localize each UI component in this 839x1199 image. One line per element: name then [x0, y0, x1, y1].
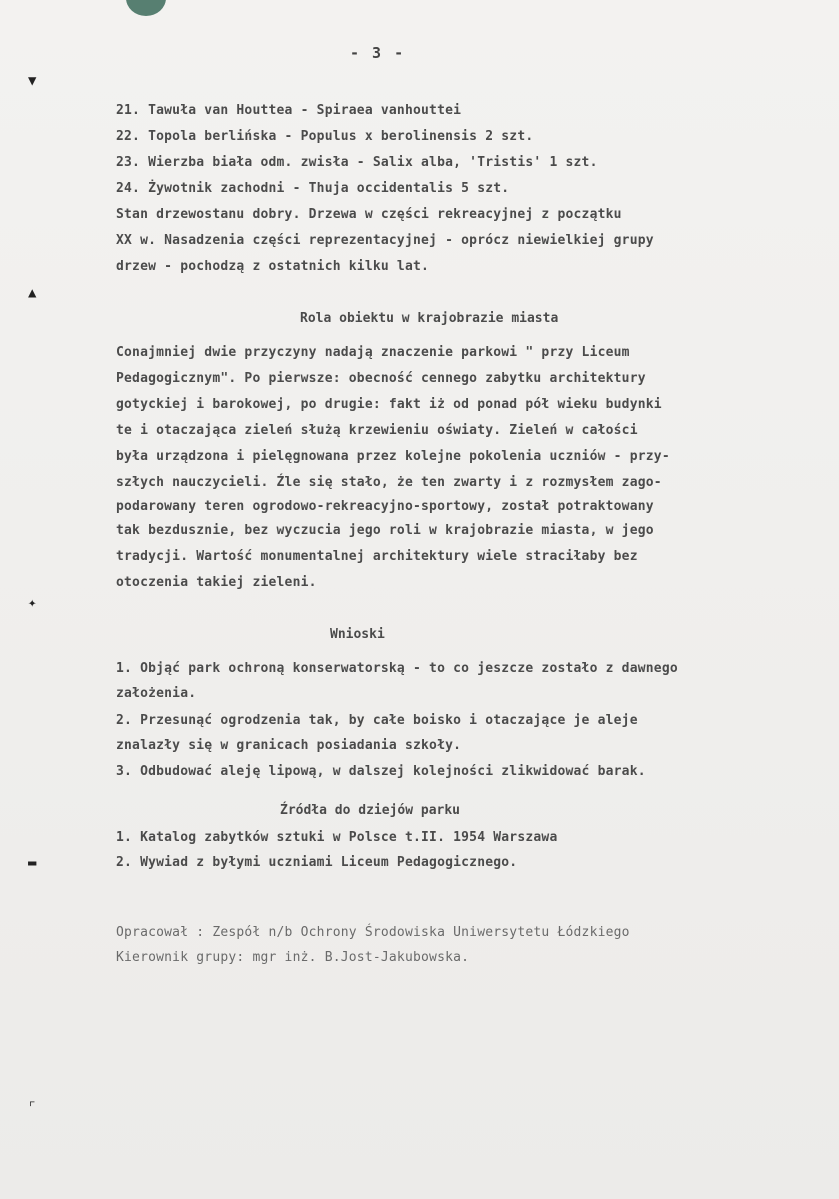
paragraph-line: tak bezdusznie, bez wyczucia jego roli w krajobrazie miasta, w jego [116, 523, 654, 538]
list-item: 2. Przesunąć ogrodzenia tak, by całe boisko i otaczające je aleje [116, 713, 638, 728]
list-item: 1. Objąć park ochroną konserwatorską - to co jeszcze zostało z dawnego [116, 661, 678, 676]
section-heading: Źródła do dziejów parku [280, 803, 461, 818]
margin-mark: ✦ [28, 595, 37, 611]
section-heading: Wnioski [330, 627, 385, 642]
section-heading: Rola obiektu w krajobrazie miasta [300, 311, 559, 326]
paragraph-line: XX w. Nasadzenia części reprezentacyjnej - oprócz niewielkiej grupy [116, 233, 654, 248]
list-item: 2. Wywiad z byłymi uczniami Liceum Pedagogicznego. [116, 855, 518, 870]
paragraph-line: otoczenia takiej zieleni. [116, 575, 317, 590]
paragraph-line: szłych nauczycieli. Źle się stało, że ten zwarty i z rozmysłem zago- [116, 475, 662, 490]
margin-mark: ▲ [28, 285, 37, 301]
page-number: - 3 - [350, 44, 406, 62]
margin-mark: ⌜ [28, 1099, 37, 1115]
list-item: 22. Topola berlińska - Populus x berolinensis 2 szt. [116, 129, 534, 144]
paragraph-line: drzew - pochodzą z ostatnich kilku lat. [116, 259, 430, 274]
paragraph-line: tradycji. Wartość monumentalnej architektury wiele straciłaby bez [116, 549, 638, 564]
paragraph-line: Conajmniej dwie przyczyny nadają znaczenie parkowi " przy Liceum [116, 345, 630, 360]
paragraph-line: gotyckiej i barokowej, po drugie: fakt iż od ponad pół wieku budynki [116, 397, 662, 412]
list-item: 24. Żywotnik zachodni - Thuja occidentalis 5 szt. [116, 181, 510, 196]
paragraph-line: była urządzona i pielęgnowana przez kolejne pokolenia uczniów - przy- [116, 449, 670, 464]
author-line: Opracował : Zespół n/b Ochrony Środowiska Uniwersytetu Łódzkiego [116, 925, 630, 940]
list-item: 3. Odbudować aleję lipową, w dalszej kolejności zlikwidować barak. [116, 764, 646, 779]
list-item: 1. Katalog zabytków sztuki w Polsce t.II. 1954 Warszawa [116, 830, 558, 845]
margin-mark: ▬ [28, 855, 37, 871]
paragraph-line: podarowany teren ogrodowo-rekreacyjno-sportowy, został potraktowany [116, 499, 654, 514]
paragraph-line: Stan drzewostanu dobry. Drzewa w części rekreacyjnej z początku [116, 207, 622, 222]
margin-mark: ▼ [28, 73, 37, 89]
list-item: 21. Tawuła van Houttea - Spiraea vanhouttei [116, 103, 462, 118]
paragraph-line: te i otaczająca zieleń służą krzewieniu oświaty. Zieleń w całości [116, 423, 638, 438]
paragraph-line: Pedagogicznym". Po pierwsze: obecność cennego zabytku architektury [116, 371, 646, 386]
list-item: założenia. [116, 686, 197, 701]
list-item: znalazły się w granicach posiadania szkoły. [116, 738, 462, 753]
list-item: 23. Wierzba biała odm. zwisła - Salix alba, 'Tristis' 1 szt. [116, 155, 598, 170]
corner-stain [126, 0, 166, 16]
author-line: Kierownik grupy: mgr inż. B.Jost-Jakubowska. [116, 950, 470, 965]
